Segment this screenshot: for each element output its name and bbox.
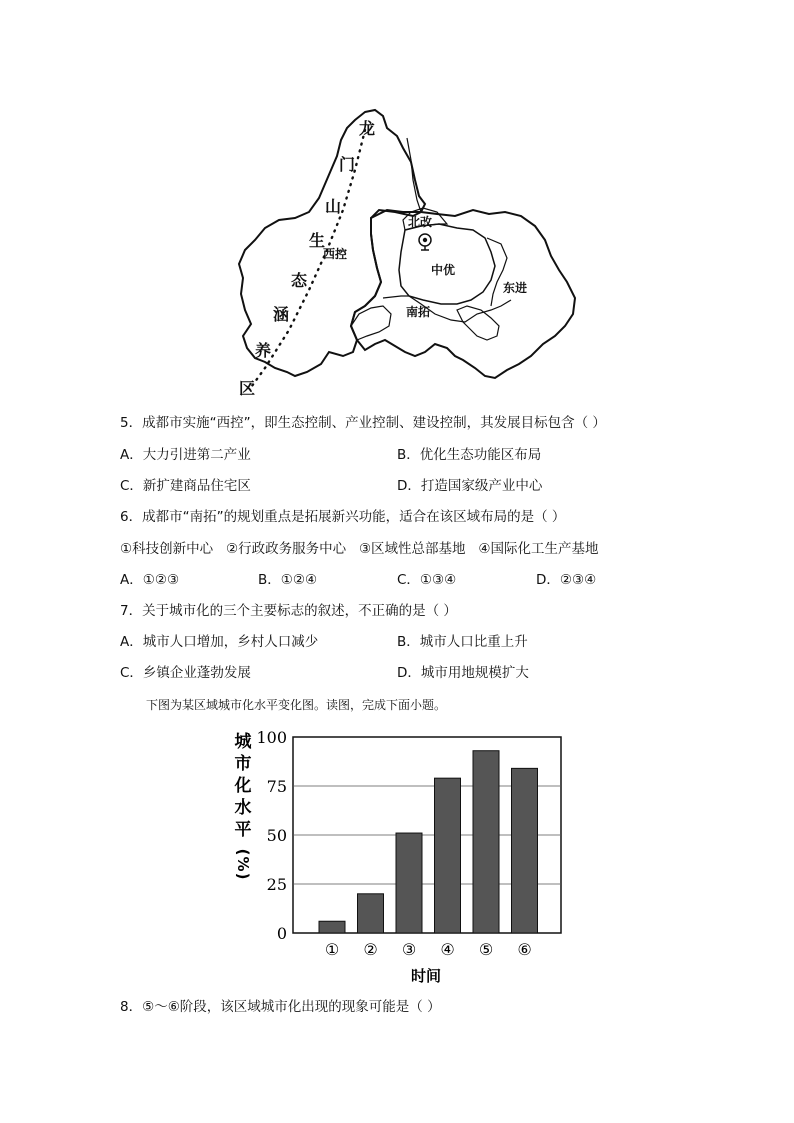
question-6-option-a[interactable]: A．①②③ <box>120 572 180 588</box>
longmen-char-5: 态 <box>291 271 308 290</box>
question-6-option-d[interactable]: D．②③④ <box>536 572 597 588</box>
question-5-option-b[interactable]: B．优化生态功能区布局 <box>397 447 542 463</box>
chart-y-label-char: 市 <box>234 754 252 774</box>
chart-y-tick-label: 25 <box>266 875 287 894</box>
longmen-char-1: 龙 <box>359 119 376 138</box>
question-7-option-c[interactable]: C．乡镇企业蓬勃发展 <box>120 665 251 681</box>
urbanization-bar-chart <box>225 725 575 995</box>
chart-x-tick-label: ① <box>324 940 340 959</box>
question-6-stem: 6．成都市“南拓”的规划重点是拓展新兴功能，适合在该区域布局的是（ ） <box>120 509 566 525</box>
chart-y-tick-label: 50 <box>266 826 287 845</box>
chart-bar <box>435 778 461 933</box>
chengdu-map <box>225 100 585 400</box>
chart-y-axis-label <box>234 732 253 879</box>
chart-bar <box>512 768 538 933</box>
region-beigai-label: 北改 <box>408 215 433 229</box>
chart-y-label-char: 水 <box>234 798 252 818</box>
question-5-option-c[interactable]: C．新扩建商品住宅区 <box>120 478 251 494</box>
question-6-option-c[interactable]: C．①③④ <box>397 572 457 588</box>
question-7-option-d[interactable]: D．城市用地规模扩大 <box>397 665 529 681</box>
region-zhongyou-label: 中优 <box>431 263 456 277</box>
question-8-stem: 8．⑤～⑥阶段，该区域城市化出现的现象可能是（ ） <box>120 999 441 1015</box>
map-east-region <box>351 210 575 378</box>
question-7-option-b[interactable]: B．城市人口比重上升 <box>397 634 528 650</box>
question-6-items: ①科技创新中心 ②行政政务服务中心 ③区域性总部基地 ④国际化工生产基地 <box>120 541 599 557</box>
region-nantuo-label: 南拓 <box>406 305 431 319</box>
chart-bar <box>358 894 384 933</box>
longmen-char-3: 山 <box>325 197 342 216</box>
region-xikong-label: 西控 <box>323 247 348 261</box>
longmen-char-4: 生 <box>309 231 326 250</box>
chart-y-label-char: ) <box>234 872 252 880</box>
chart-x-tick-label: ④ <box>440 940 455 959</box>
chart-x-axis-label: 时间 <box>410 967 442 985</box>
question-5-option-d[interactable]: D．打造国家级产业中心 <box>397 478 543 494</box>
chart-x-tick-label: ⑥ <box>517 940 532 959</box>
question-7-option-a[interactable]: A．城市人口增加，乡村人口减少 <box>120 634 319 650</box>
longmen-char-8: 区 <box>239 379 256 398</box>
longmen-char-6: 涵 <box>273 305 290 324</box>
chart-y-tick-label: 100 <box>256 728 287 747</box>
chart-y-label-char: 城 <box>234 732 252 752</box>
longmen-char-2: 门 <box>339 155 356 174</box>
chart-x-tick-label: ⑤ <box>478 940 494 959</box>
longmen-char-7: 养 <box>255 341 272 360</box>
chart-x-tick-label: ③ <box>401 940 417 959</box>
chart-bar <box>473 751 499 933</box>
chart-y-label-char: 化 <box>234 776 252 796</box>
chart-y-tick-label: 0 <box>276 924 287 943</box>
city-center-icon <box>419 234 431 250</box>
region-dongjin-label: 东进 <box>503 281 528 295</box>
chart-y-tick-label: 75 <box>266 777 287 796</box>
chart-bar <box>319 921 345 933</box>
chart-bar <box>396 833 422 933</box>
question-5-stem: 5．成都市实施“西控”，即生态控制、产业控制、建设控制，其发展目标包含（ ） <box>120 415 606 431</box>
chart-y-label-char: % <box>234 856 252 872</box>
chart-y-label-char: ( <box>234 848 252 856</box>
question-7-stem: 7．关于城市化的三个主要标志的叙述，不正确的是（ ） <box>120 603 457 619</box>
chart-x-tick-label: ② <box>363 940 378 959</box>
figure-intro-text: 下图为某区域城市化水平变化图。读图，完成下面小题。 <box>146 698 447 712</box>
map-southeast-notch <box>457 306 499 340</box>
chart-y-label-char: 平 <box>234 820 252 840</box>
map-outer-boundary <box>239 110 425 376</box>
question-6-option-b[interactable]: B．①②④ <box>258 572 318 588</box>
question-5-option-a[interactable]: A．大力引进第二产业 <box>120 447 251 463</box>
